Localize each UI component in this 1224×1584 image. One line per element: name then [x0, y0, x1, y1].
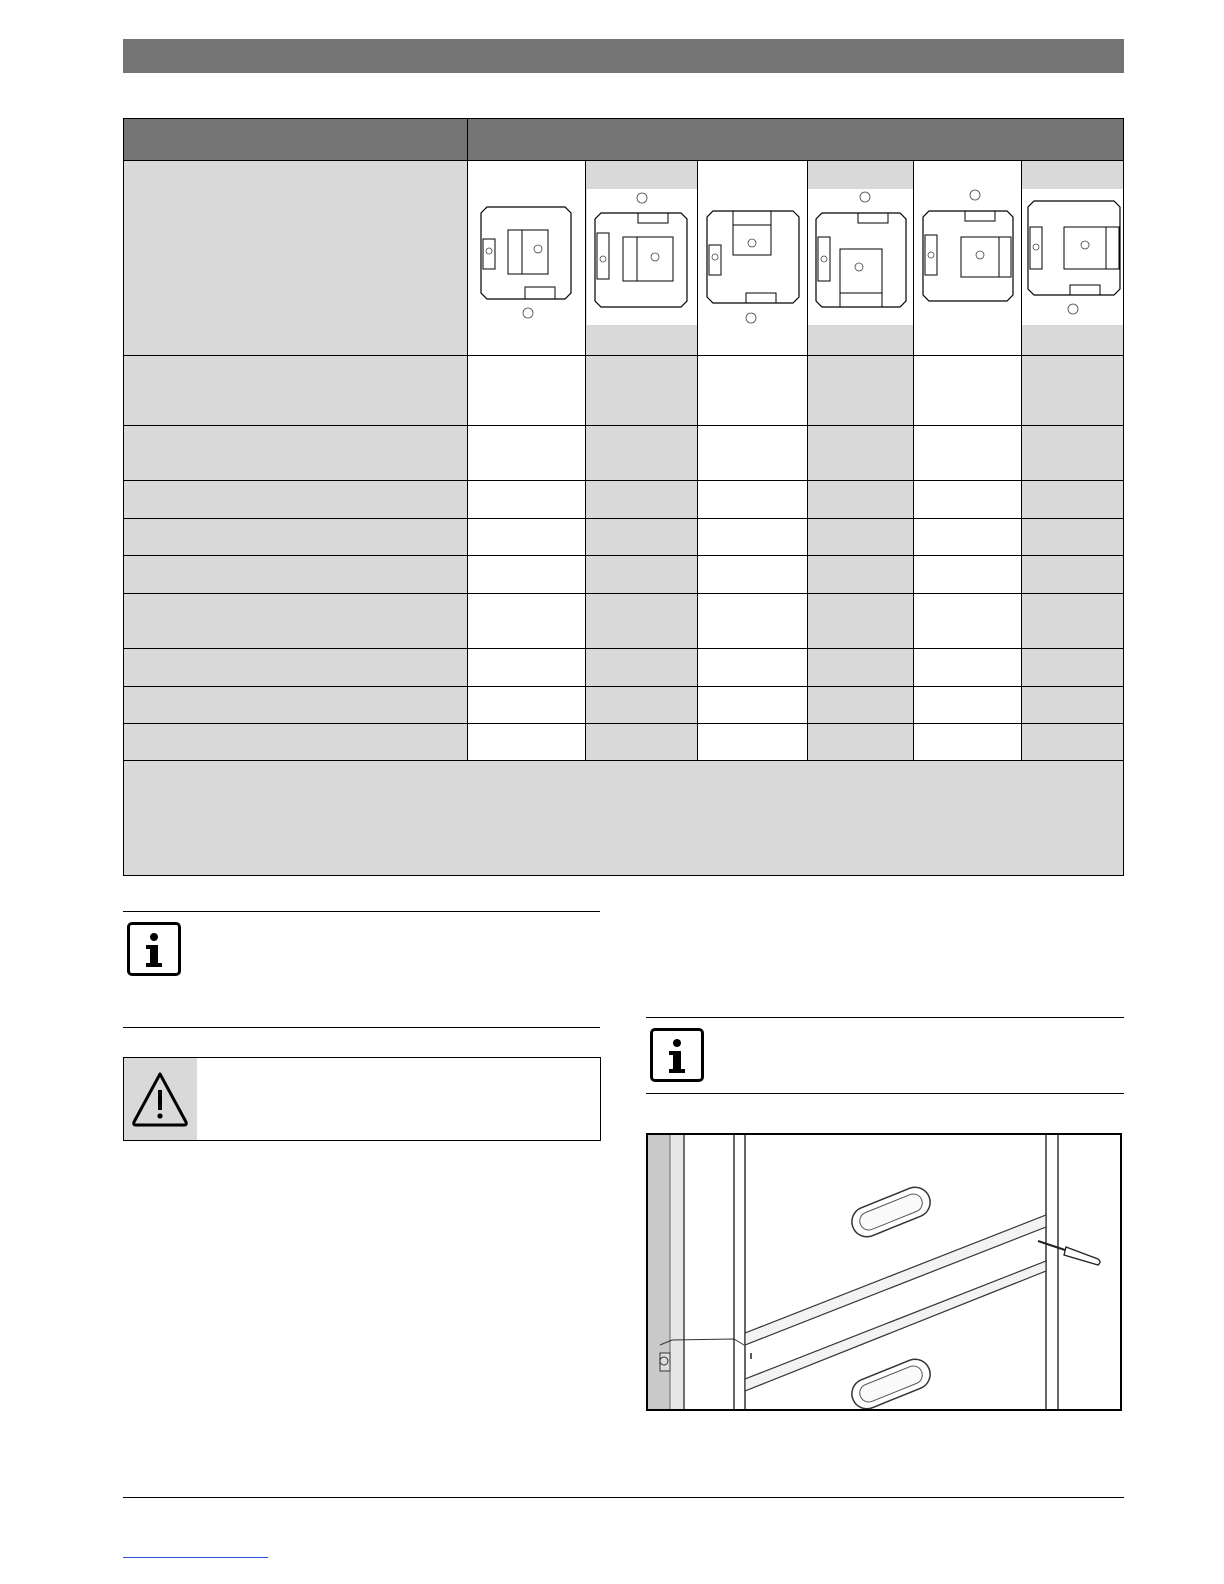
footer-rule [123, 1497, 1124, 1498]
table-header-right [468, 119, 1123, 160]
note-top-rule [123, 911, 600, 912]
room-layout-diagram-4 [808, 189, 914, 325]
room-layout-diagram-2 [587, 189, 697, 325]
row-label-column [124, 161, 467, 760]
info-icon [127, 922, 181, 976]
panel-removal-figure [646, 1133, 1122, 1411]
right-note-bottom-rule [646, 1093, 1124, 1094]
note-bottom-rule [123, 1027, 600, 1028]
info-icon-right [650, 1028, 704, 1082]
room-layout-diagram-3 [699, 201, 806, 325]
room-layout-diagram-6 [1022, 189, 1123, 325]
warning-box [123, 1057, 601, 1141]
configuration-table [123, 118, 1124, 876]
table-header-left [124, 119, 467, 160]
room-layout-diagram-5 [915, 189, 1021, 313]
header-bar [123, 39, 1124, 73]
table-footnote [124, 761, 1123, 875]
warning-triangle-icon [128, 1068, 192, 1130]
right-note-top-rule [646, 1017, 1124, 1018]
room-layout-diagram-1 [473, 201, 581, 325]
footer-link-underline[interactable] [123, 1557, 268, 1558]
